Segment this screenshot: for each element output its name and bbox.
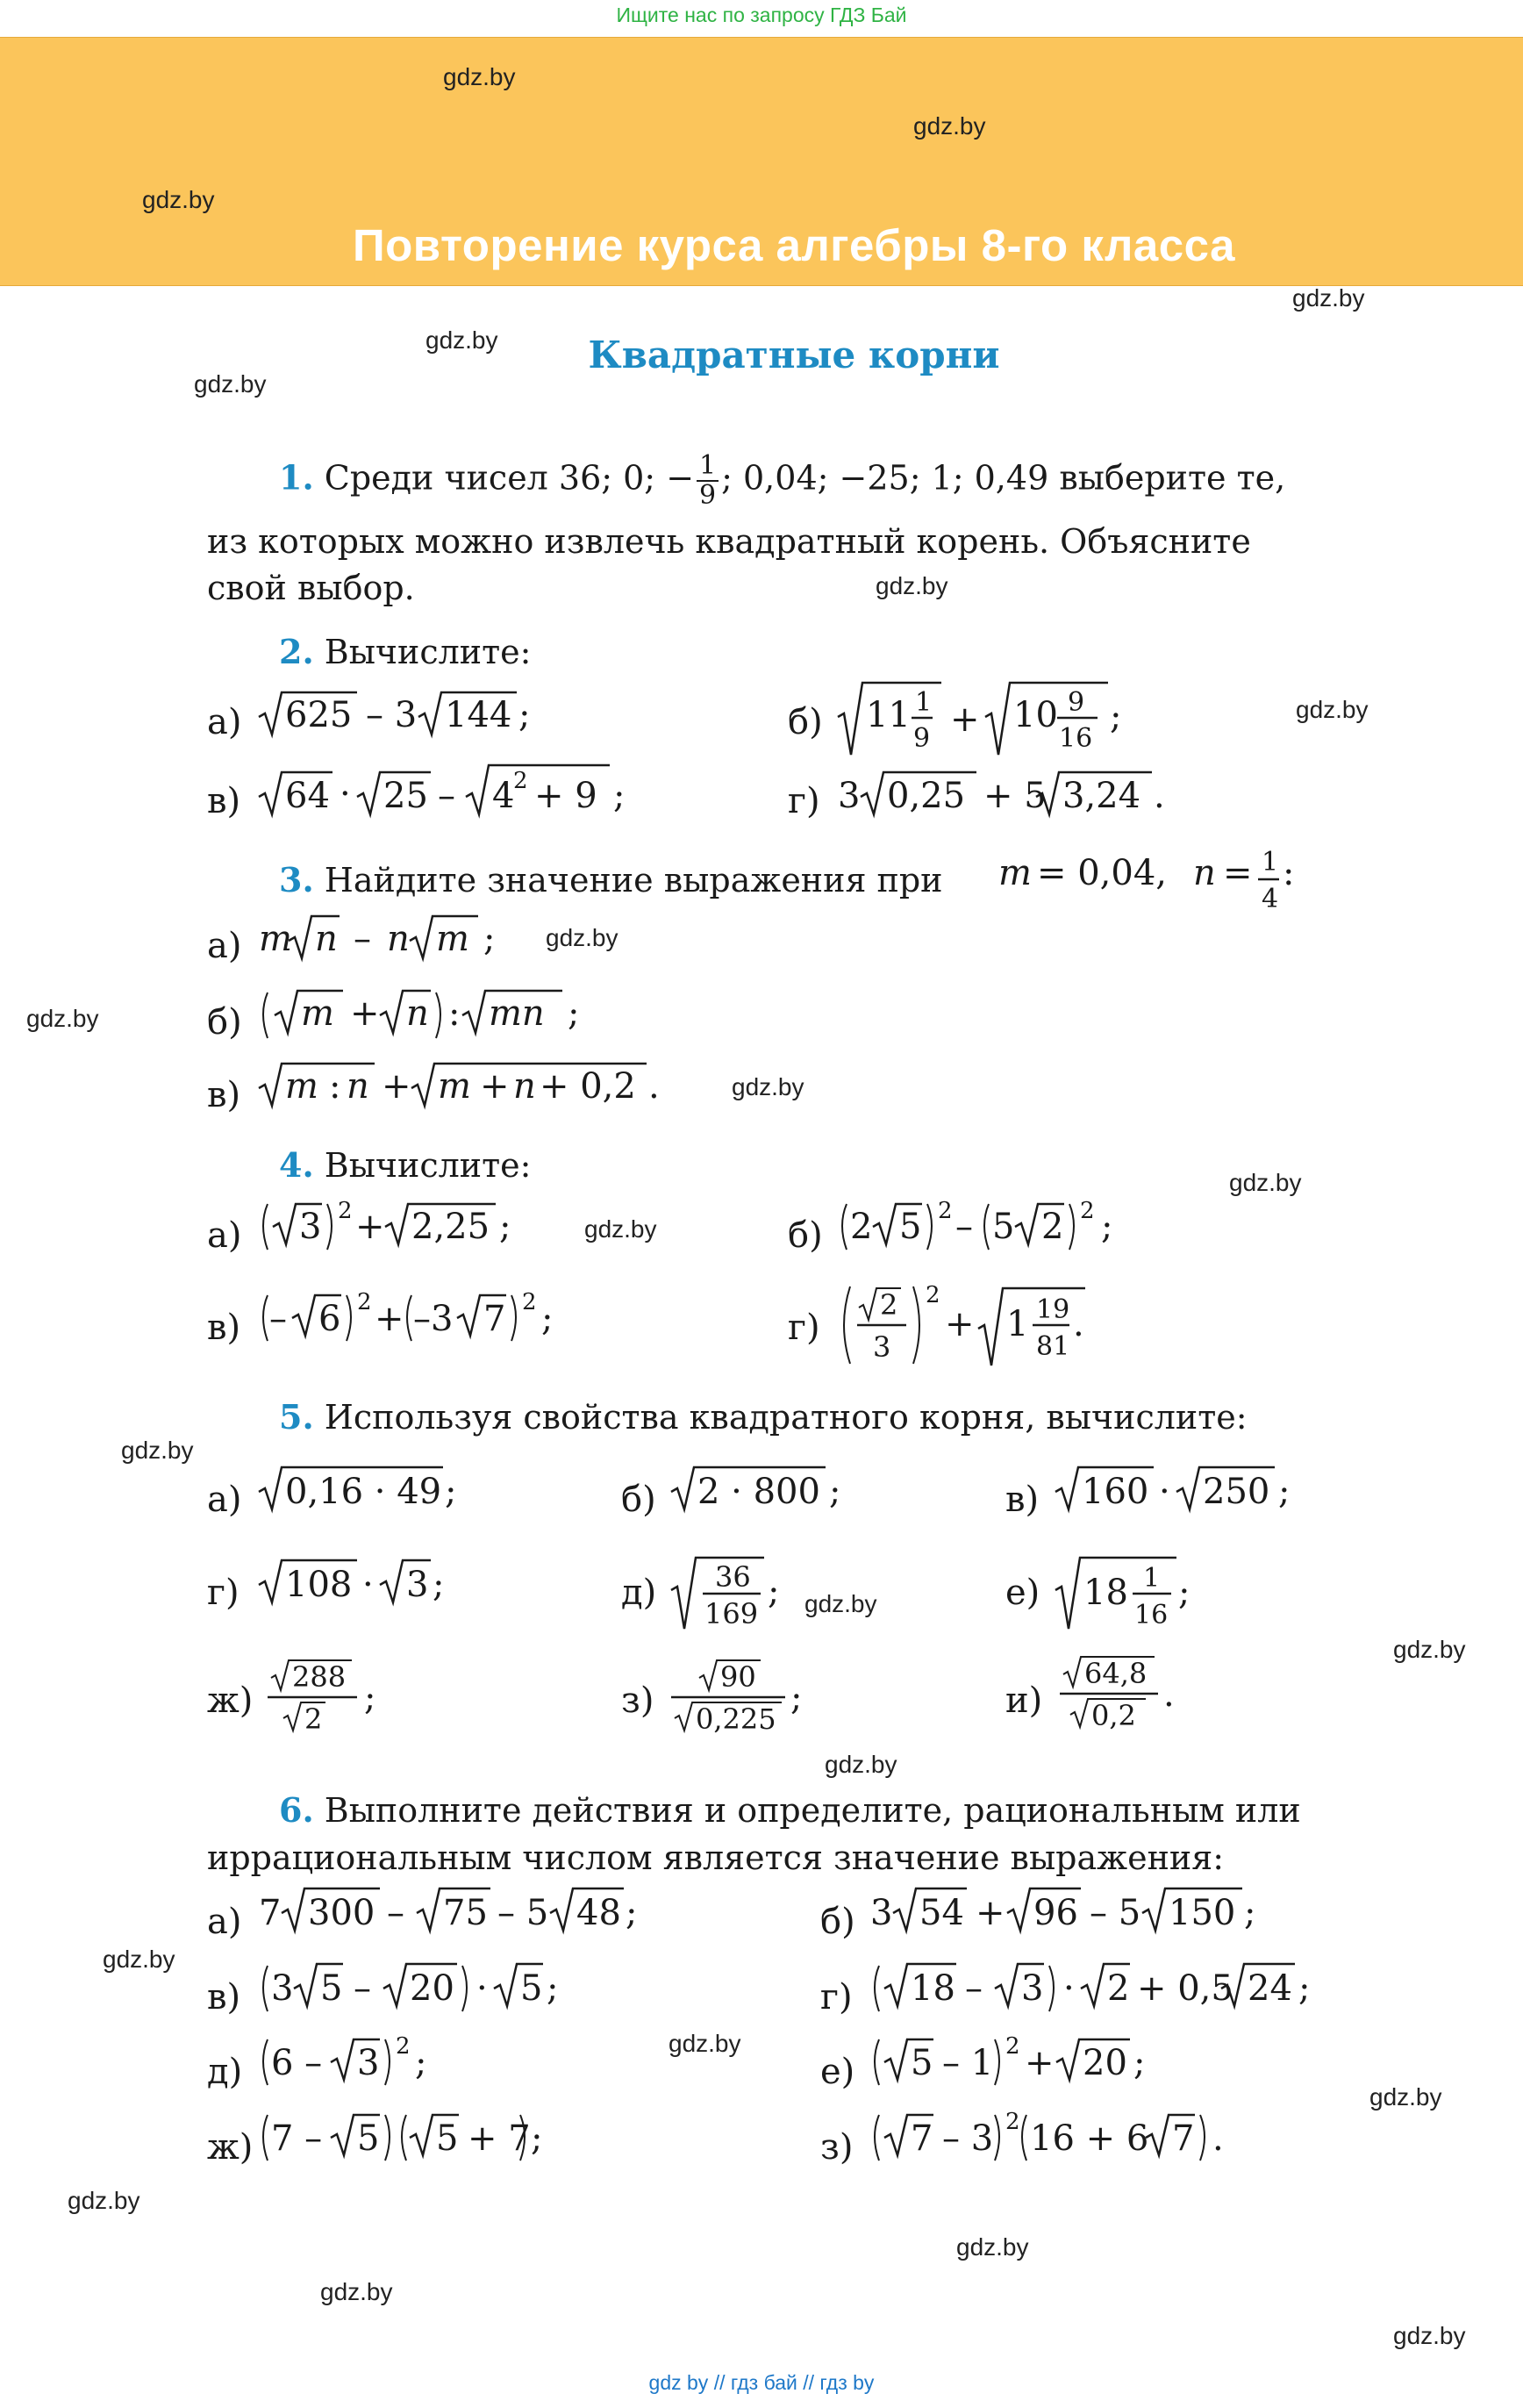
svg-text:–: –	[354, 919, 371, 959]
svg-text:3: 3	[271, 1968, 294, 2009]
item-label: а)	[207, 926, 242, 966]
svg-text:625: 625	[285, 695, 353, 735]
expr-5d	[259, 1557, 469, 1618]
expr-3b	[259, 987, 610, 1049]
item-label: з)	[820, 2127, 854, 2168]
svg-text:288: 288	[292, 1660, 347, 1694]
svg-text:2: 2	[938, 1198, 953, 1224]
svg-text:;: ;	[1244, 1893, 1256, 1933]
svg-text:–: –	[354, 1968, 371, 2009]
problem-1-line-1: 1. Среди чисел 36; 0; − $\frac{1}{9}$ ; 0,04; −25; 1; 0,49 выберите те,	[279, 450, 1286, 511]
svg-text:;: ;	[518, 695, 531, 735]
svg-text:– 5: – 5	[1090, 1893, 1141, 1933]
svg-text:7 –: 7 –	[271, 2118, 323, 2159]
item-label: в)	[207, 1075, 241, 1115]
expr-3c	[259, 1060, 680, 1122]
svg-text:– 1: – 1	[942, 2043, 994, 2083]
expr-2b	[838, 680, 1127, 759]
svg-text:19: 19	[1036, 1294, 1070, 1325]
problem-5-heading: 5. Используя свойства квадратного корня, вычислите:	[279, 1397, 1248, 1437]
expr-4c	[259, 1290, 610, 1351]
expr-5b	[671, 1464, 873, 1525]
svg-text:+: +	[375, 1299, 404, 1339]
expr-2d	[838, 762, 1171, 832]
problem-2-heading: 2. Вычислите:	[279, 632, 532, 671]
svg-text:;: ;	[531, 2118, 543, 2159]
svg-text:·: ·	[1063, 1968, 1075, 2009]
svg-text:18: 18	[1083, 1573, 1128, 1613]
svg-text:5: 5	[899, 1207, 922, 1247]
svg-text:+: +	[945, 1304, 975, 1344]
svg-text:·: ·	[340, 774, 351, 814]
svg-text:;: ;	[364, 1678, 376, 1718]
svg-text:0,2: 0,2	[1091, 1699, 1136, 1732]
svg-text:mn: mn	[489, 993, 545, 1034]
svg-text:6 –: 6 –	[271, 2043, 323, 2083]
svg-text:54: 54	[919, 1893, 964, 1933]
svg-text:0,25: 0,25	[887, 776, 966, 816]
svg-text:;: ;	[1298, 1968, 1311, 2009]
expr-5g	[268, 1657, 399, 1745]
svg-text:5: 5	[911, 2043, 933, 2083]
item-label: б)	[207, 1002, 242, 1043]
svg-text:;: ;	[547, 1968, 559, 2009]
item-label: д)	[621, 1573, 657, 1613]
watermark: gdz.by	[1393, 2322, 1466, 2349]
svg-text:2: 2	[513, 768, 528, 794]
svg-text:2: 2	[1005, 2109, 1020, 2135]
svg-text:2: 2	[357, 1289, 372, 1315]
svg-text:m: m	[436, 919, 469, 959]
svg-text:3: 3	[1021, 1968, 1044, 2009]
item-label: б)	[788, 702, 823, 742]
svg-text:16: 16	[1059, 723, 1093, 754]
chapter-title: Повторение курса алгебры 8-го класса	[353, 220, 1235, 270]
watermark: gdz.by	[825, 1751, 897, 1778]
expr-5h	[671, 1657, 829, 1745]
svg-text:2: 2	[396, 2033, 411, 2060]
watermark: gdz.by	[68, 2187, 140, 2214]
svg-text:1: 1	[1262, 847, 1279, 878]
svg-text:.: .	[648, 1066, 660, 1107]
svg-text:;: ;	[829, 1472, 841, 1512]
svg-text:n: n	[347, 1066, 369, 1107]
item-label: и)	[1005, 1681, 1043, 1721]
svg-text:16 + 6: 16 + 6	[1030, 2118, 1149, 2159]
svg-text:5: 5	[320, 1968, 343, 2009]
svg-text:5: 5	[357, 2118, 380, 2159]
svg-text:–: –	[269, 1299, 287, 1339]
svg-text:6: 6	[318, 1299, 341, 1339]
watermark: gdz.by	[913, 112, 986, 140]
expr-4d	[838, 1283, 1119, 1371]
watermark: gdz.by	[1292, 284, 1365, 312]
svg-text:.: .	[1154, 776, 1165, 816]
svg-text:7: 7	[259, 1893, 282, 1933]
problem-number: 1.	[279, 457, 314, 498]
watermark: gdz.by	[876, 572, 948, 599]
expr-4b	[838, 1199, 1154, 1260]
svg-text:9: 9	[1068, 687, 1085, 718]
svg-text:2,25: 2,25	[411, 1207, 490, 1247]
svg-text:+ 5: + 5	[983, 776, 1047, 816]
svg-text:20: 20	[410, 1968, 454, 2009]
svg-text:;: ;	[433, 1565, 445, 1605]
svg-text:5: 5	[520, 1968, 543, 2009]
watermark: gdz.by	[194, 370, 267, 398]
watermark: gdz.by	[1393, 1636, 1466, 1663]
item-label: в)	[207, 1977, 241, 2017]
svg-text:;: ;	[445, 1472, 457, 1512]
svg-text:;: ;	[613, 776, 626, 816]
expr-6g	[259, 2110, 592, 2171]
watermark: gdz.by	[956, 2233, 1029, 2261]
problem-1-line-2: из которых можно извлечь квадратный корень. Объясните	[207, 522, 1251, 561]
expr-2a	[259, 689, 540, 750]
svg-text:;: ;	[1178, 1573, 1191, 1613]
svg-text:7: 7	[911, 2118, 933, 2159]
svg-text:7: 7	[1172, 2118, 1195, 2159]
item-label: а)	[207, 702, 242, 742]
svg-text:– 3: – 3	[942, 2118, 994, 2159]
svg-text:36: 36	[715, 1560, 751, 1594]
svg-text:m: m	[259, 919, 292, 959]
svg-text:;: ;	[790, 1678, 803, 1718]
svg-text:– 5: – 5	[497, 1893, 549, 1933]
svg-text:+: +	[976, 1893, 1005, 1933]
problem-4-heading: 4. Вычислите:	[279, 1145, 532, 1185]
svg-text:m: m	[285, 1066, 318, 1107]
svg-text:+: +	[480, 1066, 510, 1107]
svg-text:81: 81	[1036, 1331, 1070, 1362]
svg-text:1: 1	[915, 687, 933, 718]
svg-text:3: 3	[299, 1207, 322, 1247]
svg-text:25: 25	[383, 776, 428, 816]
item-label: б)	[820, 1902, 855, 1942]
svg-text:160: 160	[1082, 1472, 1149, 1512]
svg-text::: :	[329, 1066, 341, 1107]
svg-text:2: 2	[304, 1702, 323, 1736]
svg-text:1: 1	[1143, 1563, 1161, 1594]
svg-text:;: ;	[1133, 2043, 1146, 2083]
svg-text:·: ·	[362, 1565, 374, 1605]
svg-text:;: ;	[768, 1572, 780, 1612]
item-label: в)	[207, 1308, 241, 1348]
svg-text:144: 144	[445, 695, 512, 735]
svg-text:24: 24	[1248, 1968, 1292, 2009]
svg-text:75: 75	[443, 1893, 488, 1933]
expr-2c	[259, 762, 636, 832]
svg-text:250: 250	[1203, 1472, 1270, 1512]
item-label: е)	[820, 2052, 855, 2092]
svg-text:96: 96	[1033, 1893, 1078, 1933]
svg-text:;: ;	[499, 1207, 511, 1247]
item-label: г)	[788, 1308, 820, 1348]
footer-links: gdz by // гдз бай // гдз by	[648, 2371, 875, 2394]
watermark: gdz.by	[1229, 1169, 1302, 1196]
item-label: б)	[621, 1480, 656, 1520]
problem-1-line-3: свой выбор.	[207, 569, 415, 607]
expr-4a	[259, 1199, 540, 1260]
svg-text:n: n	[1193, 853, 1216, 893]
item-label: г)	[820, 1977, 853, 2017]
item-label: ж)	[207, 1681, 254, 1721]
svg-text:2: 2	[1005, 2033, 1020, 2060]
svg-text:0,16 · 49: 0,16 · 49	[285, 1472, 442, 1512]
svg-text:2: 2	[338, 1198, 353, 1224]
svg-text:9: 9	[913, 723, 931, 754]
svg-text:4: 4	[492, 776, 515, 816]
svg-text:2: 2	[850, 1207, 873, 1247]
svg-text:+: +	[355, 1207, 385, 1247]
watermark: gdz.by	[320, 2278, 393, 2305]
expr-6b	[870, 1885, 1291, 1946]
svg-text:20: 20	[1083, 2043, 1127, 2083]
svg-text:7: 7	[483, 1299, 506, 1339]
svg-text:m: m	[998, 853, 1032, 893]
svg-text:+: +	[950, 699, 980, 740]
svg-text:– 3: – 3	[366, 695, 418, 735]
expr-5a	[259, 1464, 487, 1525]
svg-text:n: n	[406, 993, 429, 1034]
svg-text:2: 2	[880, 1288, 898, 1322]
svg-text:;: ;	[1110, 697, 1122, 737]
svg-text:3,24: 3,24	[1062, 776, 1141, 816]
item-label: г)	[207, 1573, 240, 1613]
svg-text:3: 3	[838, 776, 861, 816]
svg-text:5: 5	[436, 2118, 459, 2159]
svg-text:300: 300	[308, 1893, 375, 1933]
svg-text:+ 9: + 9	[534, 776, 597, 816]
expr-6f	[870, 2034, 1186, 2096]
item-label: а)	[207, 1215, 242, 1256]
svg-text:5: 5	[992, 1207, 1015, 1247]
svg-text::: :	[448, 993, 461, 1034]
svg-text:–: –	[955, 1207, 973, 1247]
item-label: ж)	[207, 2127, 254, 2168]
svg-text:.: .	[1073, 1304, 1084, 1344]
svg-text:169: 169	[704, 1597, 759, 1630]
svg-text:n: n	[513, 1066, 536, 1107]
item-label: г)	[788, 781, 820, 821]
svg-text::: :	[1283, 853, 1295, 893]
expr-5e	[671, 1555, 812, 1634]
svg-text:–3: –3	[413, 1299, 454, 1339]
expr-5c	[1055, 1464, 1319, 1525]
svg-text:64,8: 64,8	[1084, 1657, 1148, 1690]
watermark: gdz.by	[669, 2030, 741, 2057]
expr-6h	[870, 2110, 1256, 2171]
svg-text:·: ·	[1159, 1472, 1170, 1512]
svg-text:11: 11	[866, 695, 911, 735]
expr-6a	[259, 1885, 662, 1946]
watermark: gdz.by	[546, 924, 618, 951]
svg-text:3: 3	[357, 2043, 380, 2083]
svg-text:=: =	[1223, 853, 1253, 893]
item-label: д)	[207, 2052, 243, 2092]
svg-text:;: ;	[415, 2043, 427, 2083]
svg-text:n: n	[387, 919, 410, 959]
watermark: gdz.by	[142, 186, 215, 213]
problem-3-heading: 3. Найдите значение выражения при	[279, 860, 943, 899]
item-label: в)	[1005, 1480, 1040, 1520]
expr-5i	[1060, 1653, 1200, 1741]
svg-text:2: 2	[1107, 1968, 1130, 2009]
svg-text:+: +	[382, 1066, 411, 1107]
item-label: в)	[207, 781, 241, 821]
svg-text:;: ;	[626, 1893, 638, 1933]
svg-text:3: 3	[873, 1330, 891, 1364]
svg-text:18: 18	[911, 1968, 955, 2009]
expr-6d	[870, 1960, 1344, 2022]
item-label: з)	[621, 1681, 654, 1721]
svg-text:= 0,04,: = 0,04,	[1037, 853, 1168, 893]
problem-6-line-2: иррациональным числом является значение выражения:	[207, 1838, 1225, 1877]
svg-text:–: –	[438, 776, 455, 816]
svg-text:;: ;	[568, 993, 580, 1034]
svg-text:108: 108	[285, 1565, 353, 1605]
svg-text:16: 16	[1134, 1600, 1169, 1630]
watermark: gdz.by	[804, 1590, 877, 1617]
item-label: а)	[207, 1902, 242, 1942]
svg-text:3: 3	[406, 1565, 429, 1605]
svg-text:2: 2	[1041, 1207, 1064, 1247]
item-label: е)	[1005, 1573, 1040, 1613]
svg-text:4: 4	[1262, 884, 1279, 914]
expr-6e	[259, 2034, 487, 2096]
svg-text:+ 0,2: + 0,2	[540, 1066, 636, 1107]
svg-text:;: ;	[483, 919, 496, 959]
watermark: gdz.by	[26, 1005, 99, 1032]
svg-text:;: ;	[541, 1299, 554, 1339]
watermark: gdz.by	[1369, 2083, 1442, 2111]
svg-text:0,225: 0,225	[696, 1702, 776, 1736]
problem-6-line-1: 6. Выполните действия и определите, рациональным или	[279, 1790, 1301, 1830]
svg-text:10: 10	[1013, 695, 1058, 735]
watermark: gdz.by	[584, 1215, 657, 1243]
svg-text:–: –	[965, 1968, 983, 2009]
expr-5f	[1055, 1555, 1231, 1634]
svg-text:.: .	[1163, 1674, 1175, 1715]
svg-text:m: m	[438, 1066, 471, 1107]
expr-6c	[259, 1960, 610, 2022]
watermark: gdz.by	[103, 1946, 175, 1973]
svg-text:48: 48	[576, 1893, 621, 1933]
svg-text:.: .	[1212, 2118, 1224, 2159]
watermark: gdz.by	[121, 1437, 194, 1464]
svg-text:;: ;	[1278, 1472, 1291, 1512]
expr-3a	[259, 913, 522, 974]
svg-text:2 · 800: 2 · 800	[697, 1472, 820, 1512]
watermark: gdz.by	[425, 326, 498, 354]
svg-text:150: 150	[1169, 1893, 1236, 1933]
watermark: gdz.by	[443, 63, 516, 90]
svg-text:–: –	[387, 1893, 404, 1933]
item-label: б)	[788, 1215, 823, 1256]
svg-text:1: 1	[1006, 1304, 1029, 1344]
top-note: Ищите нас по запросу ГДЗ Бай	[616, 4, 907, 26]
svg-text:;: ;	[1101, 1207, 1113, 1247]
svg-text:n: n	[315, 919, 338, 959]
svg-text:3: 3	[870, 1893, 893, 1933]
svg-text:2: 2	[1080, 1198, 1095, 1224]
svg-text:64: 64	[285, 776, 330, 816]
svg-text:2: 2	[522, 1289, 537, 1315]
svg-text:+: +	[350, 993, 380, 1034]
watermark: gdz.by	[732, 1073, 804, 1100]
item-label: а)	[207, 1480, 242, 1520]
section-title: Квадратные корни	[588, 333, 1000, 376]
svg-text:m: m	[301, 993, 334, 1034]
svg-text:+ 7: + 7	[468, 2118, 531, 2159]
svg-text:+ 0,5: + 0,5	[1137, 1968, 1233, 2009]
svg-text:2: 2	[926, 1282, 940, 1308]
svg-text:+: +	[1025, 2043, 1055, 2083]
watermark: gdz.by	[1296, 696, 1369, 723]
svg-text:90: 90	[720, 1660, 756, 1694]
svg-text:·: ·	[476, 1968, 488, 2009]
expr-3-condition	[998, 846, 1314, 916]
